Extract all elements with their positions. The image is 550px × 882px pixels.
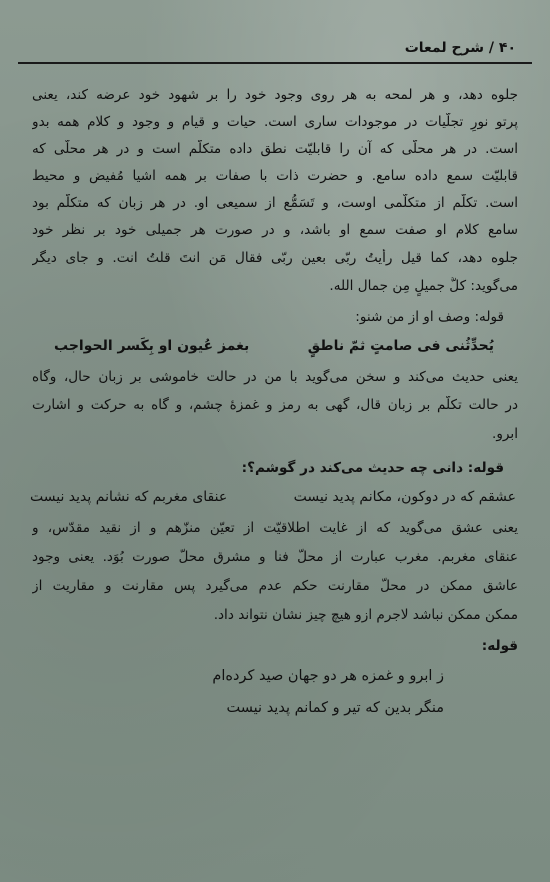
- header-rule: [18, 62, 532, 64]
- text-line: ابرو.: [492, 426, 518, 442]
- running-head: ۴۰ / شرح لمعات: [404, 40, 516, 56]
- text-line: یعنی حدیث می‌کند و سخن می‌گوید با من در حالت خاموشی بر زبان حال، وگاه: [32, 369, 518, 385]
- text-line: می‌گوید: کلُّ جمیلٍ مِن جمال الله.: [329, 278, 518, 294]
- verse-hemistich-right: یُحدِّثُنی فی صامتٍ ثمّ ناطقٍ: [307, 338, 494, 354]
- verse-line-2: منگر بدین که تیر و کمانم پدید نیست: [226, 700, 444, 716]
- page-header: [0, 36, 550, 62]
- text-line: قابلیّت سمع داده سامع. و حضرت ذات با صفات بر همه اشیا مُفیض و محیط: [32, 168, 518, 184]
- verse-hemistich-right: عشقم که در دوکون، مکانم پدید نیست: [293, 489, 516, 505]
- text-line: است. در هر محلّی که آن را قابلیّت نطق داده متکلّم است و در هر محلّی که: [32, 141, 518, 157]
- text-line: ممکن ممکن نباشد لاجرم ازو هیچ چیز نشان نتواند داد.: [213, 607, 518, 623]
- text-line: است. تکلّم از متکلّمی اوست، و تَسَمُّع از سمیعی او. در هر زبان که متکلّم بود: [32, 195, 518, 211]
- text-line: جلوه دهد، کما قیل رأیتُ ربّی بعین ربّی فقال مَن انتَ قلتُ انت. و جای دیگر: [32, 250, 518, 266]
- text-line: در حالت تکلّم بر زبان قال، گهی به رمز و غمزهٔ چشم، و گاه به حرکت و اشارت: [32, 397, 518, 413]
- text-line: عاشق ممکن در محلّ مقارنت حکم عدم می‌گیرد پس مقارنت و مقاریت از: [32, 578, 518, 594]
- qawluh-heading: قوله: دانی چه حدیث می‌کند در گوشم؟:: [241, 460, 504, 476]
- text-line: عنقای مغربم. مغرب عبارت از محلّ فنا و مشرق محلّ صورت بُوَد. یعنی وجود: [32, 549, 518, 565]
- verse-hemistich-left: بغمز عُیون او بِکَسر الحواجب: [54, 338, 250, 354]
- text-line: جلوه دهد، و هر لمحه به هر روی وجود خود را بر شهود خود عرضه کند، یعنی: [32, 87, 518, 103]
- text-line: یعنی عشق می‌گوید که از غایت اطلاقیّت از تعیّن منزّهم و از نقید مقدّس، و: [32, 520, 518, 536]
- qawluh-heading: قوله: وصف او از من شنو:: [355, 309, 504, 325]
- qawluh-heading: قوله:: [481, 638, 518, 654]
- verse-hemistich-left: عنقای مغربم که نشانم پدید نیست: [30, 489, 228, 505]
- text-line: پرتو نورِ تجلّیات در موجودات ساری است. حیات و قیام و وجود و کلام همه بدو: [32, 114, 518, 130]
- verse-line-1: ز ابرو و غمزه هر دو جهان صید کرده‌ام: [212, 668, 444, 684]
- text-line: سامع کلام او صفت سمع او باشد، و در صورت هر جمیلی خود بر نظر خود: [32, 222, 518, 238]
